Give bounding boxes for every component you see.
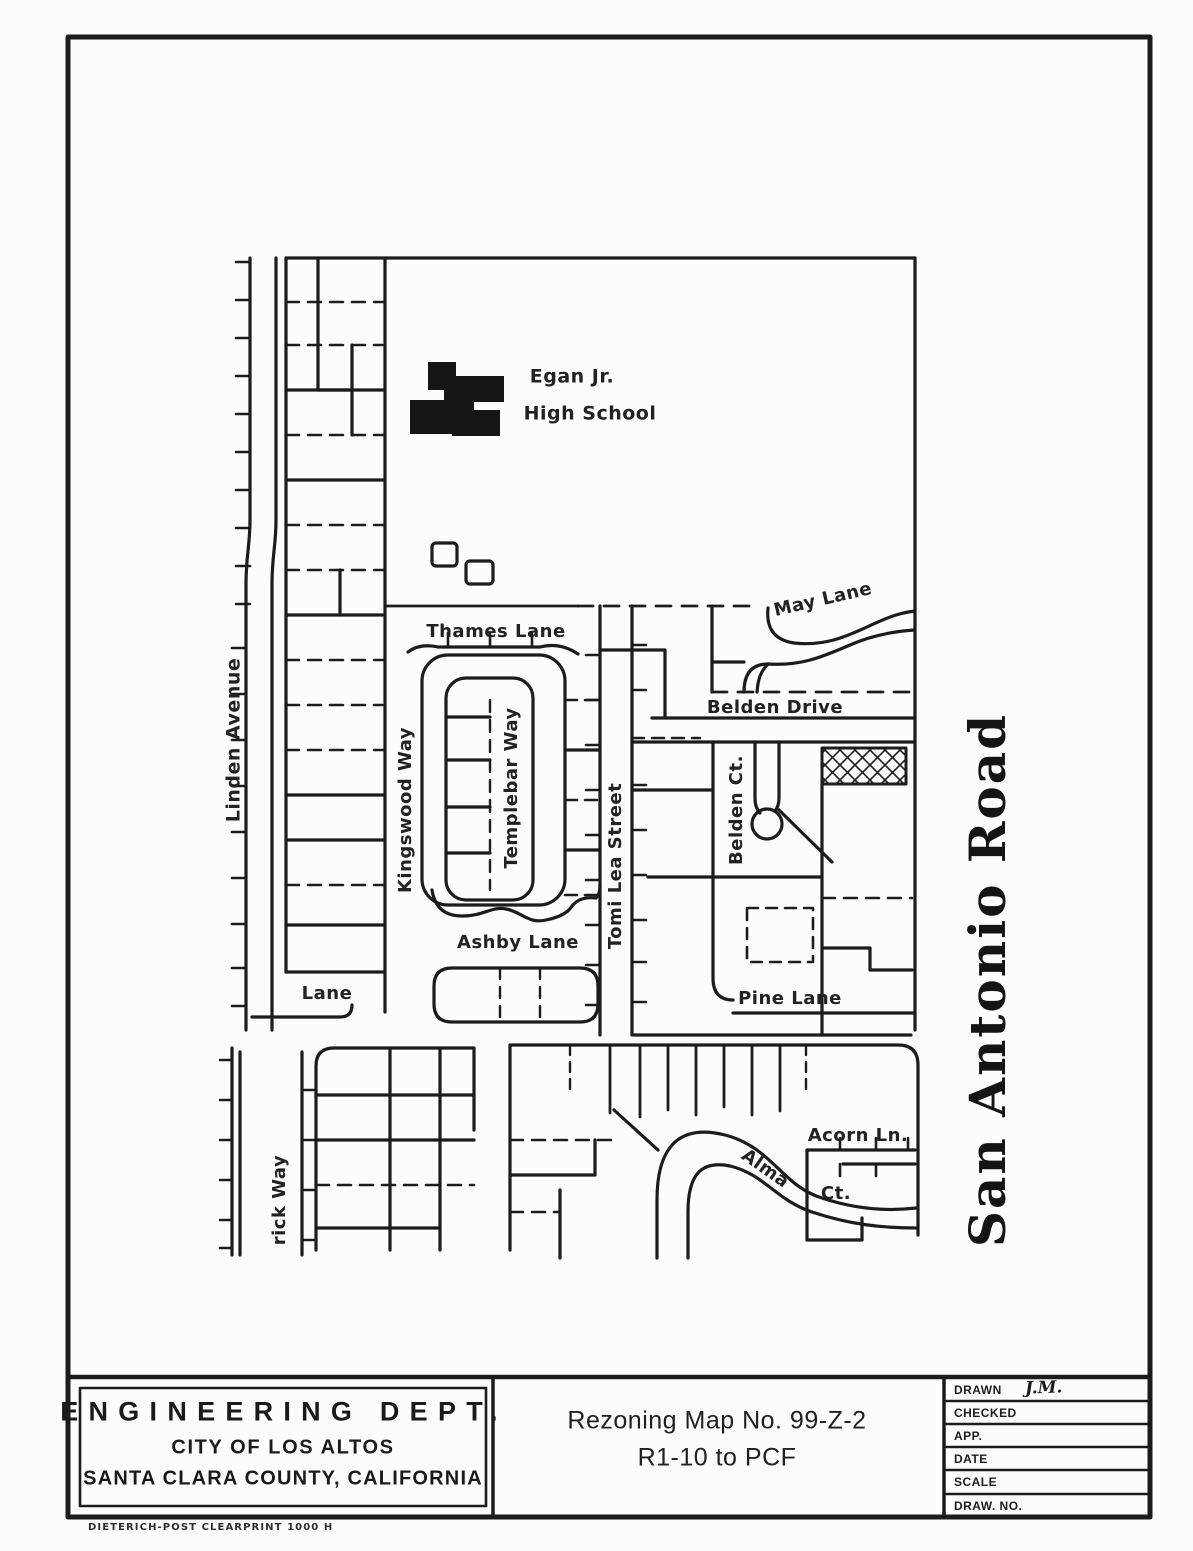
title-block-map-title: Rezoning Map No. 99-Z-2 xyxy=(567,1406,867,1435)
street-label-templebar-way: Templebar Way xyxy=(501,707,522,869)
info-row-label: DRAW. NO. xyxy=(954,1499,1023,1513)
street-label-tomi-lea-street: Tomi Lea Street xyxy=(605,782,626,950)
small-building-2 xyxy=(466,561,493,584)
belden-court-lines xyxy=(752,742,832,862)
info-row-label: APP. xyxy=(954,1429,983,1443)
street-label-pine-lane: Pine Lane xyxy=(738,988,842,1009)
street-label-court-abbrev: Ct. xyxy=(820,1183,852,1204)
info-row-label: DRAWN xyxy=(954,1383,1002,1397)
street-label-lane-partial: Lane xyxy=(301,983,353,1004)
belden-may-lines xyxy=(600,606,915,742)
info-row-value: J.M. xyxy=(1024,1377,1063,1399)
title-block-rezoning: R1-10 to PCF xyxy=(637,1443,797,1472)
title-block-department: ENGINEERING DEPT. xyxy=(60,1396,508,1427)
school-label-line1: Egan Jr. xyxy=(529,365,615,388)
small-building-1 xyxy=(432,543,457,566)
print-shop-note: DIETERICH-POST CLEARPRINT 1000 H xyxy=(88,1522,334,1533)
street-label-ashby-lane: Ashby Lane xyxy=(457,932,579,953)
dashed-parcel xyxy=(747,908,813,962)
thames-templebar-loop xyxy=(408,633,578,905)
info-row-label: CHECKED xyxy=(954,1406,1017,1420)
school-building xyxy=(410,362,504,436)
street-label-may-lane: May Lane xyxy=(771,578,875,622)
street-label-acorn-lane: Acorn Ln. xyxy=(807,1125,909,1146)
street-label-belden-drive: Belden Drive xyxy=(706,697,844,718)
linden-avenue-lines xyxy=(232,258,276,1030)
school-label-line2: High School xyxy=(523,402,657,425)
rezoning-parcel-hatched xyxy=(822,748,906,784)
street-label-linden-avenue: Linden Avenue xyxy=(222,657,245,823)
info-row-label: DATE xyxy=(954,1452,988,1466)
title-block-city: CITY OF LOS ALTOS xyxy=(171,1436,395,1459)
loop-east-parcels xyxy=(565,700,600,895)
info-row-label: SCALE xyxy=(954,1475,998,1489)
street-label-belden-court: Belden Ct. xyxy=(726,755,747,865)
bottom-section-lines xyxy=(220,1045,918,1258)
street-label-alma: Alma xyxy=(737,1144,794,1193)
street-label-san-antonio-road: San Antonio Road xyxy=(958,712,1017,1248)
street-label-kingswood-way: Kingswood Way xyxy=(395,726,416,894)
street-label-rick-way-partial: rick Way xyxy=(269,1154,290,1246)
street-label-thames-lane: Thames Lane xyxy=(426,621,566,642)
cul-de-sac-bulb xyxy=(752,809,782,839)
title-block-county: SANTA CLARA COUNTY, CALIFORNIA xyxy=(83,1467,483,1490)
